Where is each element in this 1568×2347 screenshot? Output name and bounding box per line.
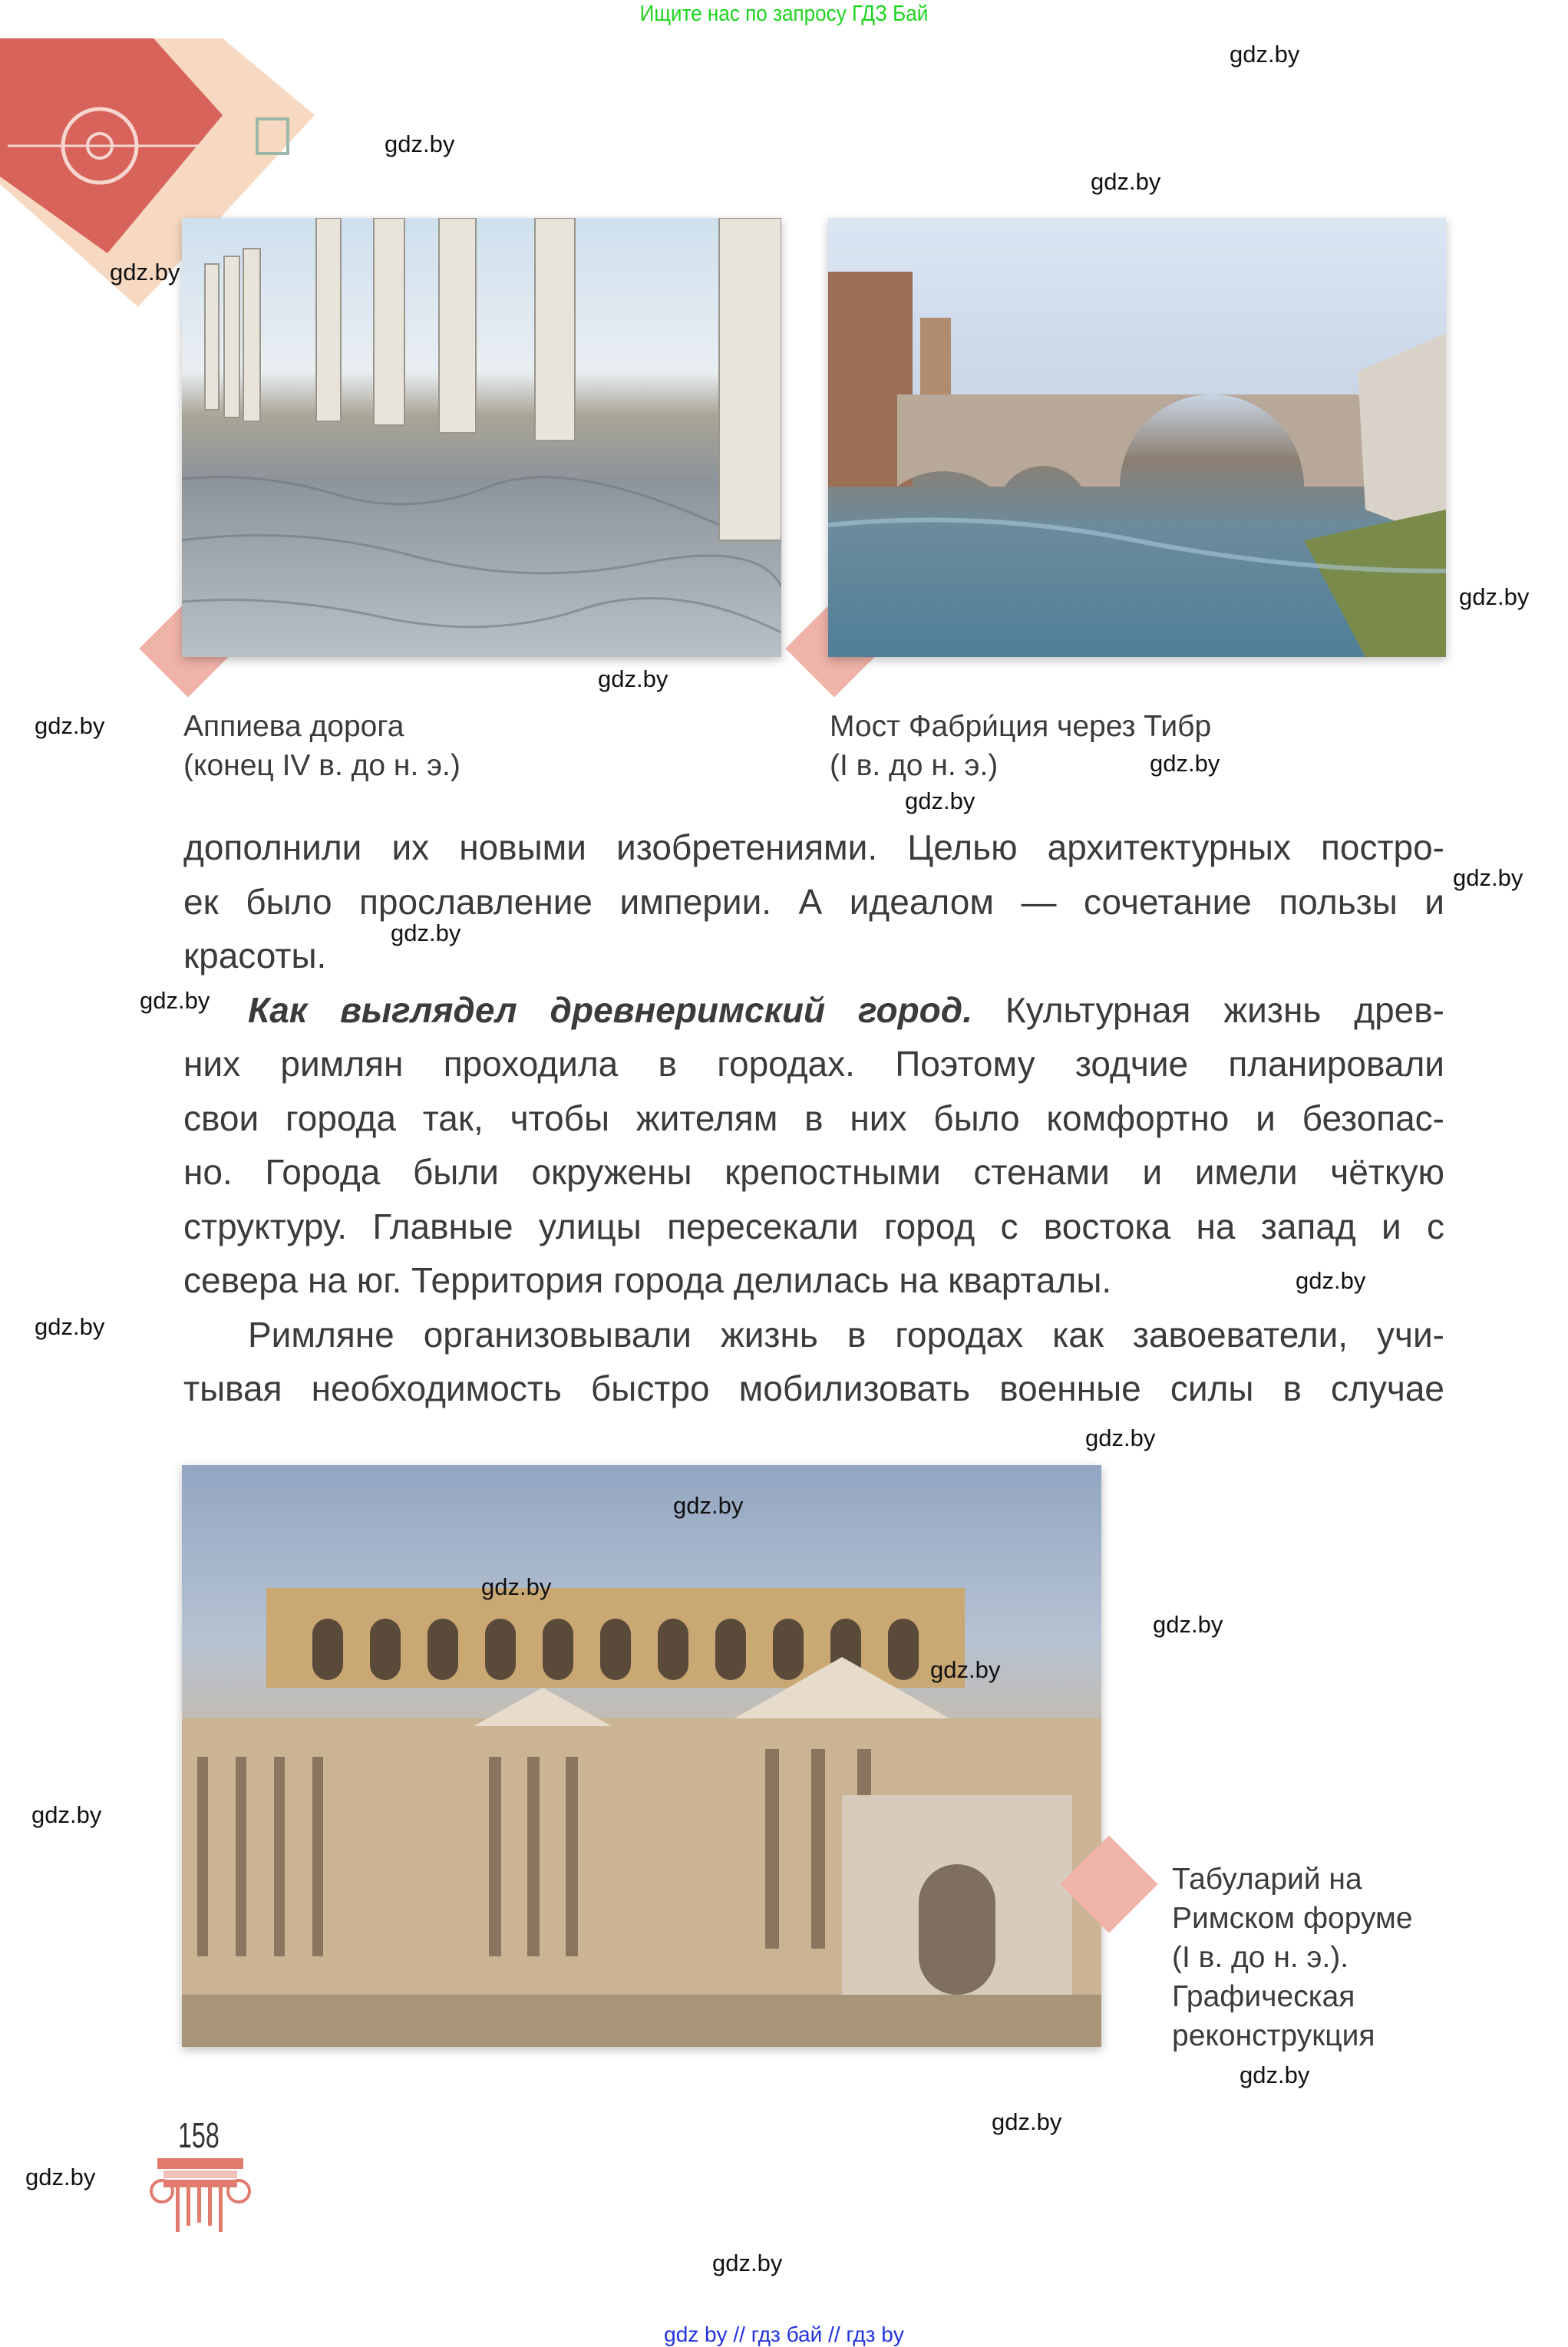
caption-line: Табуларий на [1172, 1863, 1362, 1896]
section-heading: Как выглядел древнеримский город. [248, 990, 972, 1030]
watermark: gdz.by [930, 1656, 1001, 1683]
watermark: gdz.by [992, 2108, 1062, 2135]
illustration-tabularium [182, 1465, 1101, 2047]
watermark: gdz.by [1230, 41, 1300, 68]
body-line: ек было прославление империи. А идеалом — сочетание пользы и [183, 882, 1444, 922]
watermark: gdz.by [31, 1801, 102, 1828]
body-line-heading [248, 983, 1444, 1037]
caption-line: Римском форуме [1172, 1902, 1413, 1935]
watermark: gdz.by [35, 712, 105, 739]
watermark: gdz.by [1085, 1424, 1156, 1451]
header-note: Ищите нас по запросу ГДЗ Бай [639, 2, 929, 26]
caption-line: реконструкция [1172, 2019, 1375, 2052]
caption-tabularium [1172, 1860, 1413, 2055]
body-line: Римляне организовывали жизнь в городах как завоеватели, учи- [248, 1315, 1444, 1355]
watermark: gdz.by [712, 2250, 783, 2276]
watermark: gdz.by [35, 1313, 105, 1340]
watermark: gdz.by [905, 787, 975, 814]
caption-line: Графическая [1172, 1980, 1355, 2013]
body-text: Культурная жизнь древ- [972, 990, 1444, 1030]
watermark: gdz.by [598, 665, 668, 692]
body-line: структуру. Главные улицы пересекали город с востока на запад и с [183, 1207, 1444, 1246]
caption-line: (конец IV в. до н. э.) [183, 749, 460, 782]
ionic-column-icon [148, 2157, 252, 2233]
body-line: свои города так, чтобы жителям в них было комфортно и безопас- [183, 1098, 1444, 1138]
watermark: gdz.by [1091, 168, 1161, 195]
caption-line: Мост Фабри́ция через Тибр [830, 710, 1212, 743]
page-number: 158 [178, 2115, 220, 2155]
watermark: gdz.by [1240, 2061, 1310, 2088]
watermark: gdz.by [481, 1573, 552, 1600]
caption-line: Аппиева дорога [183, 710, 404, 743]
caption-appian-way [183, 707, 460, 785]
photo-appian-way [182, 218, 781, 657]
body-line: них римлян проходила в городах. Поэтому зодчие планировали [183, 1044, 1444, 1084]
photo-fabricius-bridge [828, 218, 1446, 657]
watermark: gdz.by [1153, 1611, 1223, 1638]
footer-links[interactable]: gdz by // гдз бай // гдз by [664, 2322, 904, 2346]
body-line: но. Города были окружены крепостными стенами и имели чёткую [183, 1152, 1444, 1192]
watermark: gdz.by [1453, 864, 1523, 891]
watermark: gdz.by [140, 987, 210, 1014]
body-line: красоты. [183, 936, 327, 975]
watermark: gdz.by [1150, 750, 1220, 777]
watermark: gdz.by [1296, 1267, 1366, 1294]
watermark: gdz.by [391, 919, 461, 946]
watermark: gdz.by [110, 259, 180, 286]
watermark: gdz.by [385, 130, 455, 157]
body-line: севера на юг. Территория города делилась на кварталы. [183, 1260, 1112, 1300]
watermark: gdz.by [1459, 583, 1530, 610]
body-line: тывая необходимость быстро мобилизовать военные силы в случае [183, 1368, 1444, 1408]
watermark: gdz.by [673, 1492, 744, 1519]
caption-line: (I в. до н. э.). [1172, 1941, 1349, 1974]
caption-line: (I в. до н. э.) [830, 749, 999, 782]
watermark: gdz.by [25, 2164, 96, 2190]
body-line: дополнили их новыми изобретениями. Целью архитектурных постро- [183, 827, 1444, 867]
